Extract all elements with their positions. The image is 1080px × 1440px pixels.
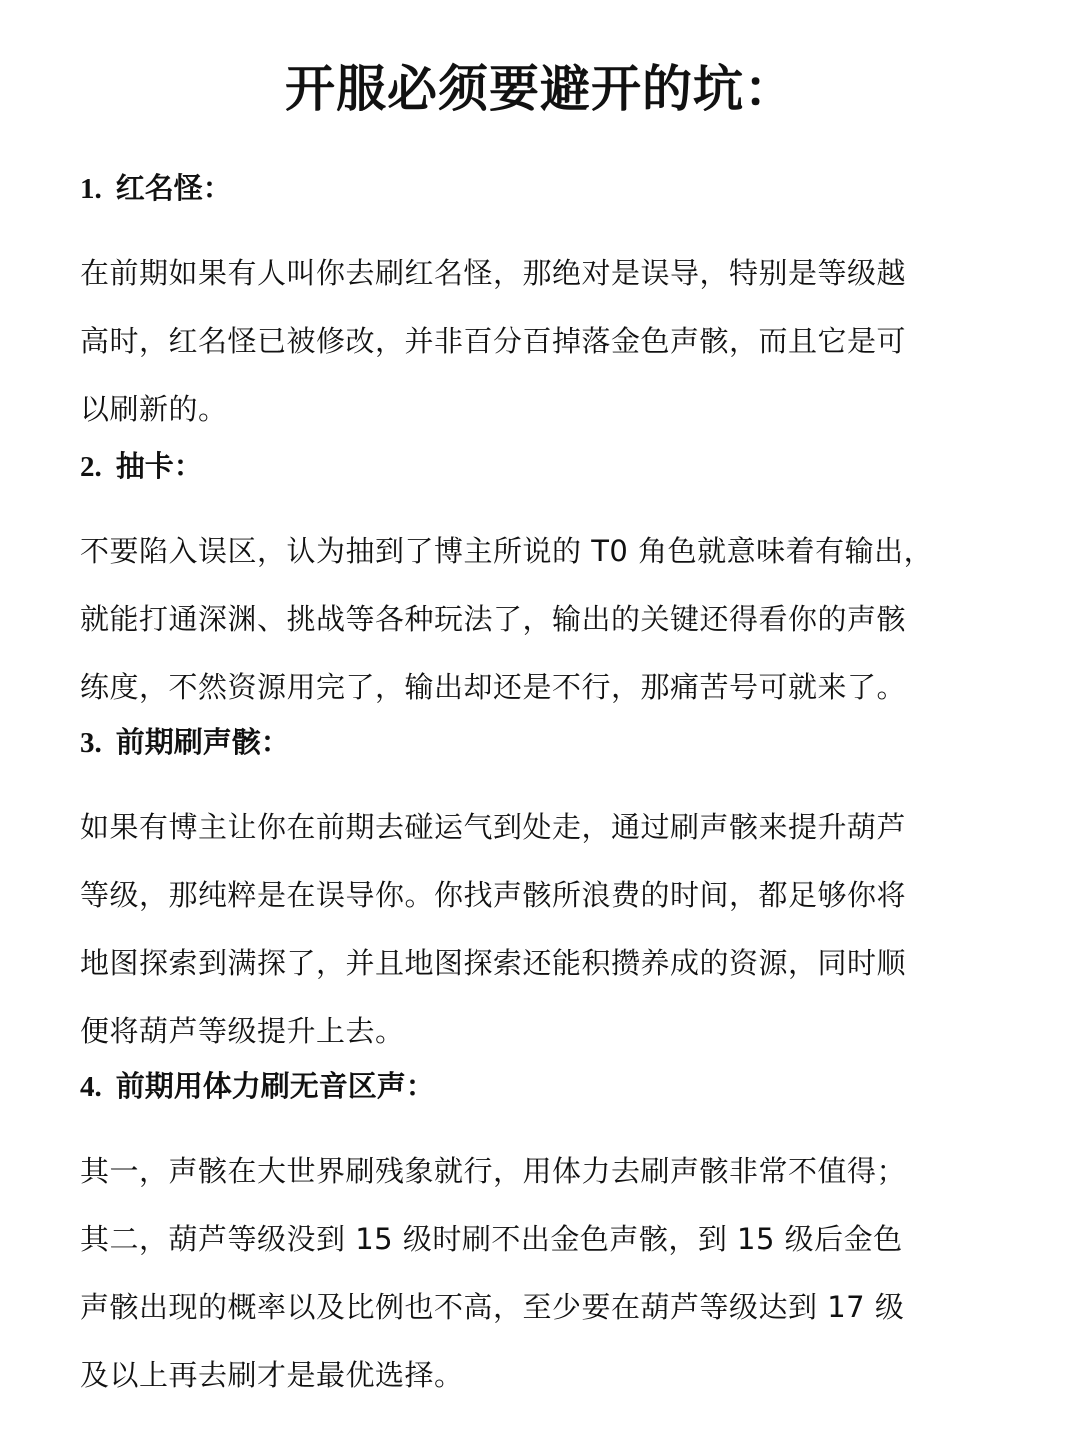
section-heading-text: 红名怪： (115, 171, 232, 205)
paragraph-line: 声骸出现的概率以及比例也不高，至少要在葫芦等级达到 17 级 (80, 1290, 905, 1324)
section-number: 1. (80, 173, 102, 205)
section-paragraph (80, 517, 1010, 721)
section-paragraph (80, 1137, 1010, 1409)
section-number: 3. (80, 727, 102, 759)
section-number: 2. (80, 451, 102, 483)
paragraph-line: 其一，声骸在大世界刷残象就行，用体力去刷声骸非常不值得； (80, 1154, 907, 1188)
section-stamina-farming (80, 1066, 1010, 1409)
paragraph-line: 练度，不然资源用完了，输出却还是不行，那痛苦号可就来了。 (80, 670, 907, 704)
section-heading-text: 前期用体力刷无音区声： (115, 1069, 435, 1103)
section-heading-text: 前期刷声骸： (115, 725, 290, 759)
paragraph-line: 地图探索到满探了，并且地图探索还能积攒养成的资源，同时顺 (80, 946, 907, 980)
section-heading-text: 抽卡： (115, 449, 203, 483)
paragraph-line: 其二，葫芦等级没到 15 级时刷不出金色声骸，到 15 级后金色 (80, 1222, 903, 1256)
section-heading (80, 722, 1010, 763)
paragraph-line: 便将葫芦等级提升上去。 (80, 1014, 405, 1048)
page-title: 开服必须要避开的坑： (285, 60, 795, 118)
section-heading (80, 1066, 1010, 1107)
section-heading (80, 168, 1010, 209)
paragraph-line: 在前期如果有人叫你去刷红名怪，那绝对是误导，特别是等级越 (80, 256, 907, 290)
section-paragraph (80, 239, 1010, 443)
section-red-name-monster (80, 168, 1010, 443)
section-number: 4. (80, 1071, 102, 1103)
section-heading (80, 446, 1010, 487)
paragraph-line: 不要陷入误区，认为抽到了博主所说的 T0 角色就意味着有输出， (80, 534, 934, 568)
paragraph-line: 就能打通深渊、挑战等各种玩法了，输出的关键还得看你的声骸 (80, 602, 907, 636)
section-early-echo-farming (80, 722, 1010, 1065)
section-paragraph (80, 793, 1010, 1065)
section-gacha (80, 446, 1010, 721)
paragraph-line: 以刷新的。 (80, 392, 228, 426)
paragraph-line: 等级，那纯粹是在误导你。你找声骸所浪费的时间，都足够你将 (80, 878, 907, 912)
paragraph-line: 如果有博主让你在前期去碰运气到处走，通过刷声骸来提升葫芦 (80, 810, 907, 844)
paragraph-line: 及以上再去刷才是最优选择。 (80, 1358, 464, 1392)
paragraph-line: 高时，红名怪已被修改，并非百分百掉落金色声骸，而且它是可 (80, 324, 907, 358)
